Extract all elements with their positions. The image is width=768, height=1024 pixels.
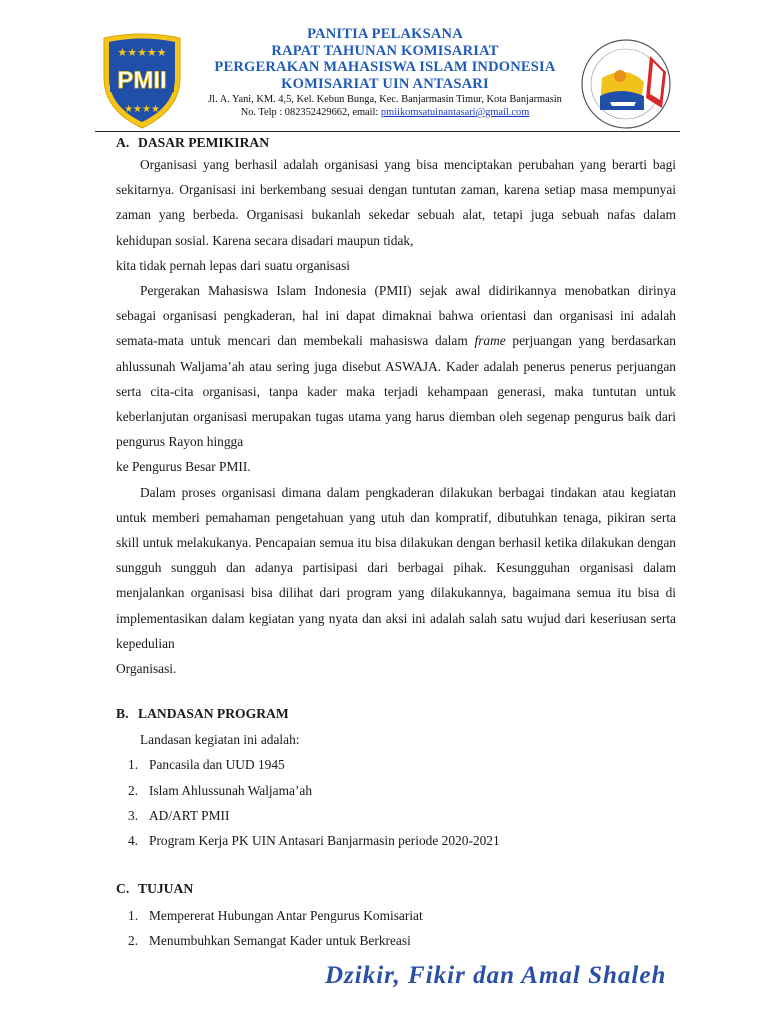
list-item-text: Mempererat Hubungan Antar Pengurus Komisariat	[149, 908, 423, 924]
paragraph-2-text-a: Pergerakan Mahasiswa Islam Indonesia (PMII) sejak awal didirikannya menobatkan dirinya sebagai organisasi pengkaderan, hal ini dapat dimaknai bahwa orientasi dan organisasi ini adalah semata-mata untuk mencari dan membekali mahasiswa dalam	[116, 283, 676, 349]
header-line-3: PERGERAKAN MAHASISWA ISLAM INDONESIA	[214, 59, 556, 75]
footer-motto: Dzikir, Fikir dan Amal Shaleh	[325, 962, 667, 989]
section-b-heading	[116, 705, 676, 723]
list-item-text: AD/ART PMII	[149, 807, 230, 823]
section-c-title: TUJUAN	[138, 881, 194, 897]
list-item-number: 2.	[128, 782, 139, 798]
section-b-list	[116, 752, 676, 853]
section-a-heading	[116, 134, 676, 152]
section-b-letter: B.	[116, 706, 129, 722]
list-item	[116, 752, 676, 777]
paragraph-1	[116, 152, 676, 253]
svg-text:★★★★★: ★★★★★	[117, 46, 167, 59]
logo-left-text: PMII	[117, 67, 167, 94]
list-item-text: Program Kerja PK UIN Antasari Banjarmasin periode 2020-2021	[149, 833, 500, 849]
list-item	[116, 778, 676, 803]
header-email-link[interactable]: pmiikomsatuinantasari@gmail.com	[380, 107, 530, 118]
list-item-text: Pancasila dan UUD 1945	[149, 757, 285, 773]
list-item-number: 2.	[128, 933, 139, 949]
section-c-list	[116, 903, 676, 953]
paragraph-1-last-line: kita tidak pernah lepas dari suatu organisasi	[116, 257, 351, 273]
svg-text:★★★★: ★★★★	[124, 104, 160, 115]
section-a-body	[116, 152, 676, 681]
paragraph-2-text-b: perjuangan yang berdasarkan ahlussunah Waljama’ah atau sering juga disebut ASWAJA. Kader adalah penerus penerus perjuangan serta cita-cita organisasi, tanpa kader maka terjadi kehampaan generasi, maka tuntutan untuk keberlanjutan organisasi merupakan tugas utama yang harus diemban oleh segenap pengurus baik dari pengurus Rayon hingga	[116, 333, 677, 450]
header-contact	[180, 106, 590, 119]
paragraph-3	[116, 480, 676, 656]
paragraph-1-text: Organisasi yang berhasil adalah organisasi yang bisa menciptakan perubahan yang berarti bagi sekitarnya. Organisasi ini berkembang sesuai dengan tuntutan zaman, karena setiap masa mempunyai zaman yang berbeda. Organisasi bukanlah sekedar sebuah alat, tetapi juga sebuah nafas dalam kehidupan sosial. Karena secara disadari maupun tidak,	[116, 157, 676, 248]
document-body	[116, 134, 676, 954]
paragraph-3-last-line: Organisasi.	[116, 661, 177, 677]
section-b-intro: Landasan kegiatan ini adalah:	[140, 732, 300, 748]
list-item	[116, 928, 676, 953]
header-line-1: PANITIA PELAKSANA	[307, 26, 463, 42]
header-line-4: KOMISARIAT UIN ANTASARI	[281, 75, 489, 92]
list-item-text: Islam Ahlussunah Waljama’ah	[149, 782, 313, 798]
list-item-number: 3.	[128, 807, 139, 823]
section-a-title: DASAR PEMIKIRAN	[138, 135, 270, 150]
letterhead-text	[180, 26, 590, 119]
list-item-number: 1.	[128, 757, 139, 773]
list-item-text: Menumbuhkan Semangat Kader untuk Berkreasi	[149, 933, 411, 949]
list-item	[116, 803, 676, 828]
paragraph-2-last-line: ke Pengurus Besar PMII.	[116, 459, 251, 475]
komisariat-emblem-logo	[580, 38, 672, 130]
section-c-letter: C.	[116, 881, 130, 897]
section-b-title: LANDASAN PROGRAM	[138, 706, 289, 722]
paragraph-2	[116, 278, 676, 454]
section-c-heading	[116, 880, 676, 898]
header-divider	[95, 131, 680, 132]
list-item-number: 4.	[128, 833, 139, 849]
paragraph-2-emphasis: frame	[474, 333, 506, 349]
list-item	[116, 828, 676, 853]
section-a-letter: A.	[116, 135, 130, 150]
letterhead	[0, 0, 768, 132]
list-item	[116, 903, 676, 928]
pmii-shield-logo	[100, 30, 184, 130]
list-item-number: 1.	[128, 908, 139, 924]
header-phone: No. Telp : 082352429662, email:	[240, 107, 381, 118]
header-line-2: RAPAT TAHUNAN KOMISARIAT	[271, 42, 499, 59]
header-address: Jl. A. Yani, KM. 4,5, Kel. Kebun Bunga, Kec. Banjarmasin Timur, Kota Banjarmasin	[208, 94, 562, 105]
paragraph-3-text: Dalam proses organisasi dimana dalam pengkaderan dilakukan berbagai tindakan atau kegiatan untuk memberi pemahaman pengetahuan yang utuh dan kompratif, dibutuhkan tenaga, pikiran serta skill untuk melakukanya. Pencapaian semua itu bisa dilakukan dengan berhasil ketika dilakukan dengan sungguh sungguh dan adanya partisipasi dari berbagai pihak. Kesungguhan organisasi dalam menjalankan organisasi bisa dilihat dari program yang dilakukannya, bagaimana semua itu bisa di implementasikan dalam kegiatan yang nyata dan aksi ini adalah salah satu wujud dari keseriusan serta kepedulian	[116, 484, 676, 651]
